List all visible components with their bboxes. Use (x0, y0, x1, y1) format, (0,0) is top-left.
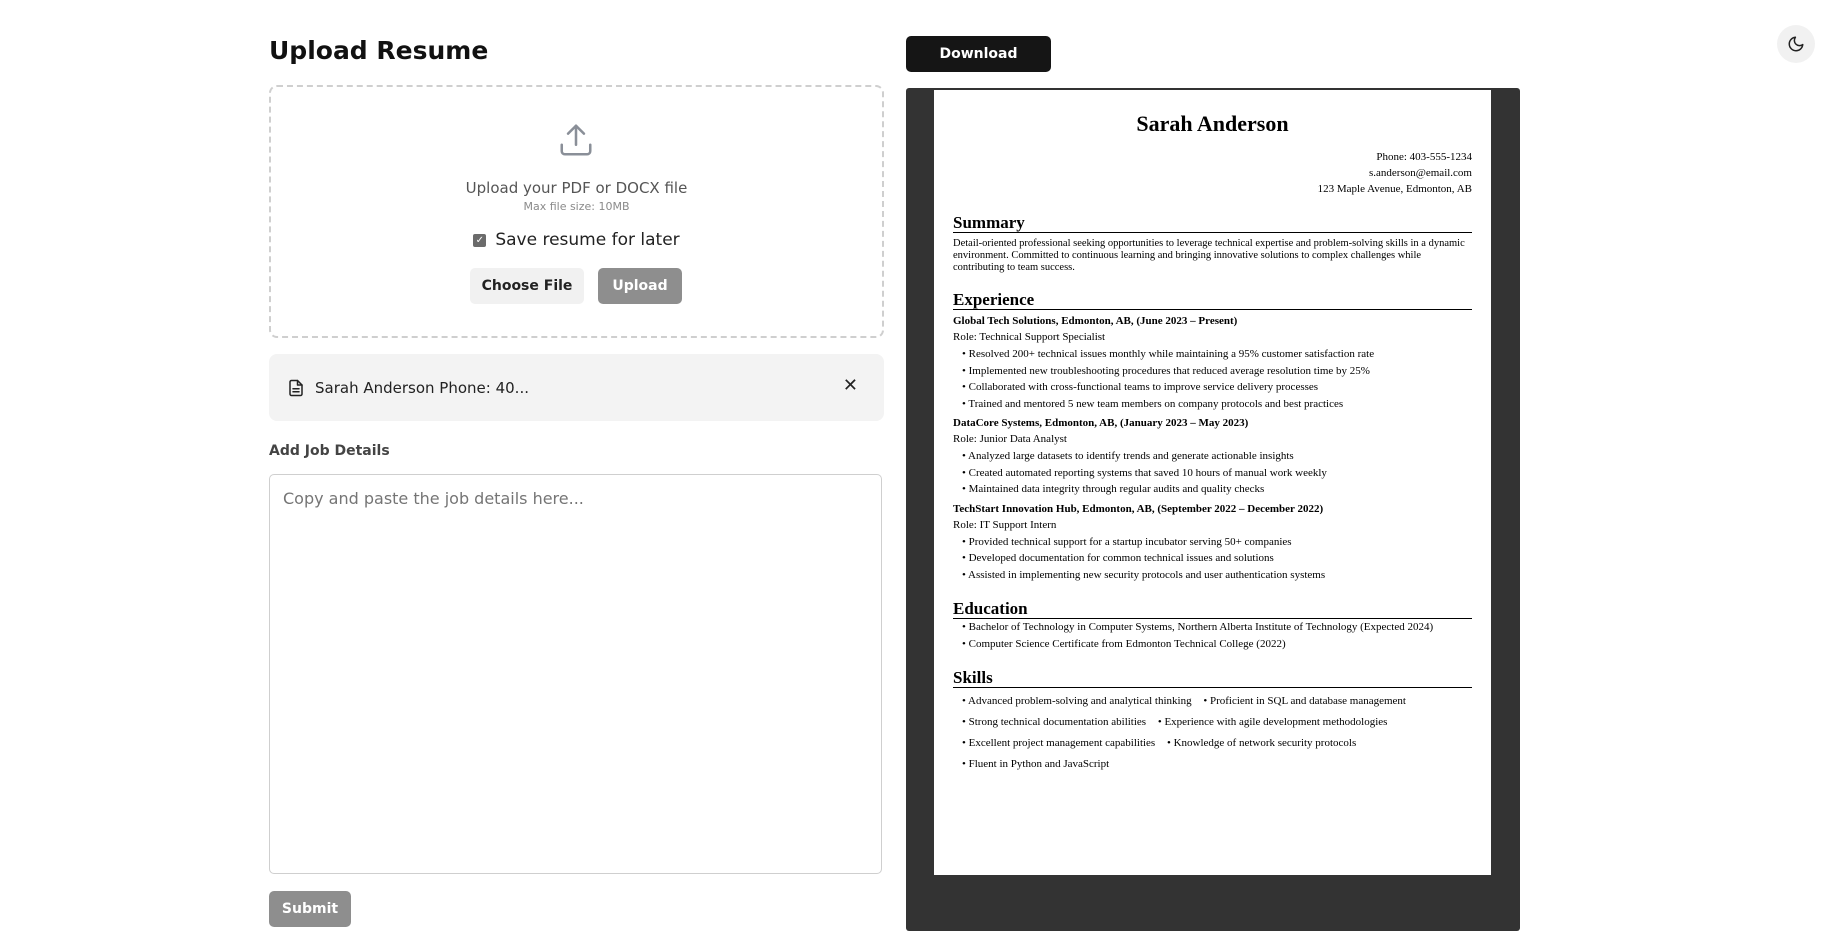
skill-row (953, 691, 1472, 712)
skill-item: • Excellent project management capabilities (962, 737, 1156, 749)
download-button[interactable]: Download (906, 36, 1051, 72)
upload-panel (269, 36, 884, 917)
summary-text: Detail-oriented professional seeking opportunities to leverage technical expertise and problem-solving skills in a dynamic environment. Committed to continuous learning and bringing innovative solutions to complex challenges while contributing to team success. (953, 238, 1465, 273)
job-title: Global Tech Solutions, Edmonton, AB, (June 2023 – Present) (953, 315, 1238, 327)
skills-list (953, 691, 1472, 775)
skill-item: • Advanced problem-solving and analytical thinking (962, 695, 1192, 707)
save-resume-row[interactable] (271, 230, 882, 250)
skills-heading: Skills (953, 668, 1472, 688)
resume-contact (953, 149, 1472, 197)
job-details-input[interactable] (269, 474, 882, 874)
skill-row (953, 712, 1472, 733)
skill-item: • Experience with agile development methodologies (1157, 716, 1388, 728)
job-details-label: Add Job Details (269, 443, 390, 459)
education-item: • Computer Science Certificate from Edmonton Technical College (2022) (962, 637, 1286, 650)
page-title: Upload Resume (269, 36, 489, 65)
dropzone-title: Upload your PDF or DOCX file (465, 179, 688, 197)
skill-item: • Knowledge of network security protocols (1166, 737, 1357, 749)
submit-button[interactable]: Submit (269, 891, 351, 927)
file-icon (287, 379, 305, 397)
experience-heading: Experience (953, 290, 1472, 310)
skill-item: • Fluent in Python and JavaScript (962, 758, 1110, 770)
job-entry (953, 416, 1472, 498)
resume-name: Sarah Anderson (1136, 111, 1289, 136)
job-bullet: • Developed documentation for common technical issues and solutions (962, 552, 1274, 564)
summary-heading: Summary (953, 213, 1472, 233)
job-bullet: • Resolved 200+ technical issues monthly while maintaining a 95% customer satisfaction rate (962, 348, 1375, 360)
save-resume-checkbox[interactable]: ✓ (473, 234, 486, 247)
resume-page (934, 90, 1491, 875)
job-role: Role: Technical Support Specialist (953, 331, 1106, 343)
uploaded-file-item (269, 354, 884, 421)
job-role: Role: IT Support Intern (953, 518, 1057, 531)
job-bullet: • Assisted in implementing new security protocols and user authentication systems (962, 568, 1326, 581)
job-bullet: • Implemented new troubleshooting procedures that reduced average resolution time by 25% (962, 364, 1370, 377)
skill-row (953, 733, 1472, 754)
moon-icon (1787, 35, 1805, 53)
choose-file-button[interactable]: Choose File (470, 268, 584, 304)
save-resume-label: Save resume for later (495, 230, 680, 250)
skill-item: • Proficient in SQL and database management (1203, 695, 1406, 707)
job-entry (953, 502, 1472, 584)
theme-toggle-button[interactable] (1777, 25, 1815, 63)
resume-email: s.anderson@email.com (1369, 167, 1472, 179)
upload-icon (557, 121, 595, 159)
job-title: DataCore Systems, Edmonton, AB, (January 2023 – May 2023) (953, 417, 1249, 429)
job-bullet: • Created automated reporting systems that saved 10 hours of manual work weekly (962, 466, 1327, 479)
education-heading: Education (953, 599, 1472, 619)
job-bullet: • Collaborated with cross-functional teams to improve service delivery processes (962, 381, 1319, 393)
job-bullet: • Maintained data integrity through regular audits and quality checks (962, 483, 1265, 495)
job-bullet: • Analyzed large datasets to identify trends and generate actionable insights (962, 450, 1294, 462)
resume-address: 123 Maple Avenue, Edmonton, AB (1317, 183, 1472, 195)
max-file-size: Max file size: 10MB (523, 200, 630, 213)
skill-item: • Strong technical documentation abilities (962, 716, 1147, 728)
education-item: • Bachelor of Technology in Computer Systems, Northern Alberta Institute of Technology (Expected 2024) (962, 621, 1434, 633)
close-icon[interactable]: ✕ (842, 375, 858, 396)
job-role: Role: Junior Data Analyst (953, 433, 1067, 445)
job-bullet: • Trained and mentored 5 new team members on company protocols and best practices (962, 397, 1344, 410)
upload-button[interactable]: Upload (598, 268, 682, 304)
file-name: Sarah Anderson Phone: 40... (315, 378, 529, 397)
resume-preview[interactable] (906, 88, 1520, 931)
resume-phone: Phone: 403-555-1234 (1376, 151, 1472, 163)
job-bullet: • Provided technical support for a startup incubator serving 50+ companies (962, 535, 1292, 548)
job-title: TechStart Innovation Hub, Edmonton, AB, (September 2022 – December 2022) (953, 502, 1324, 515)
job-entry (953, 314, 1472, 412)
file-dropzone[interactable] (269, 85, 884, 338)
skill-row (953, 754, 1472, 775)
